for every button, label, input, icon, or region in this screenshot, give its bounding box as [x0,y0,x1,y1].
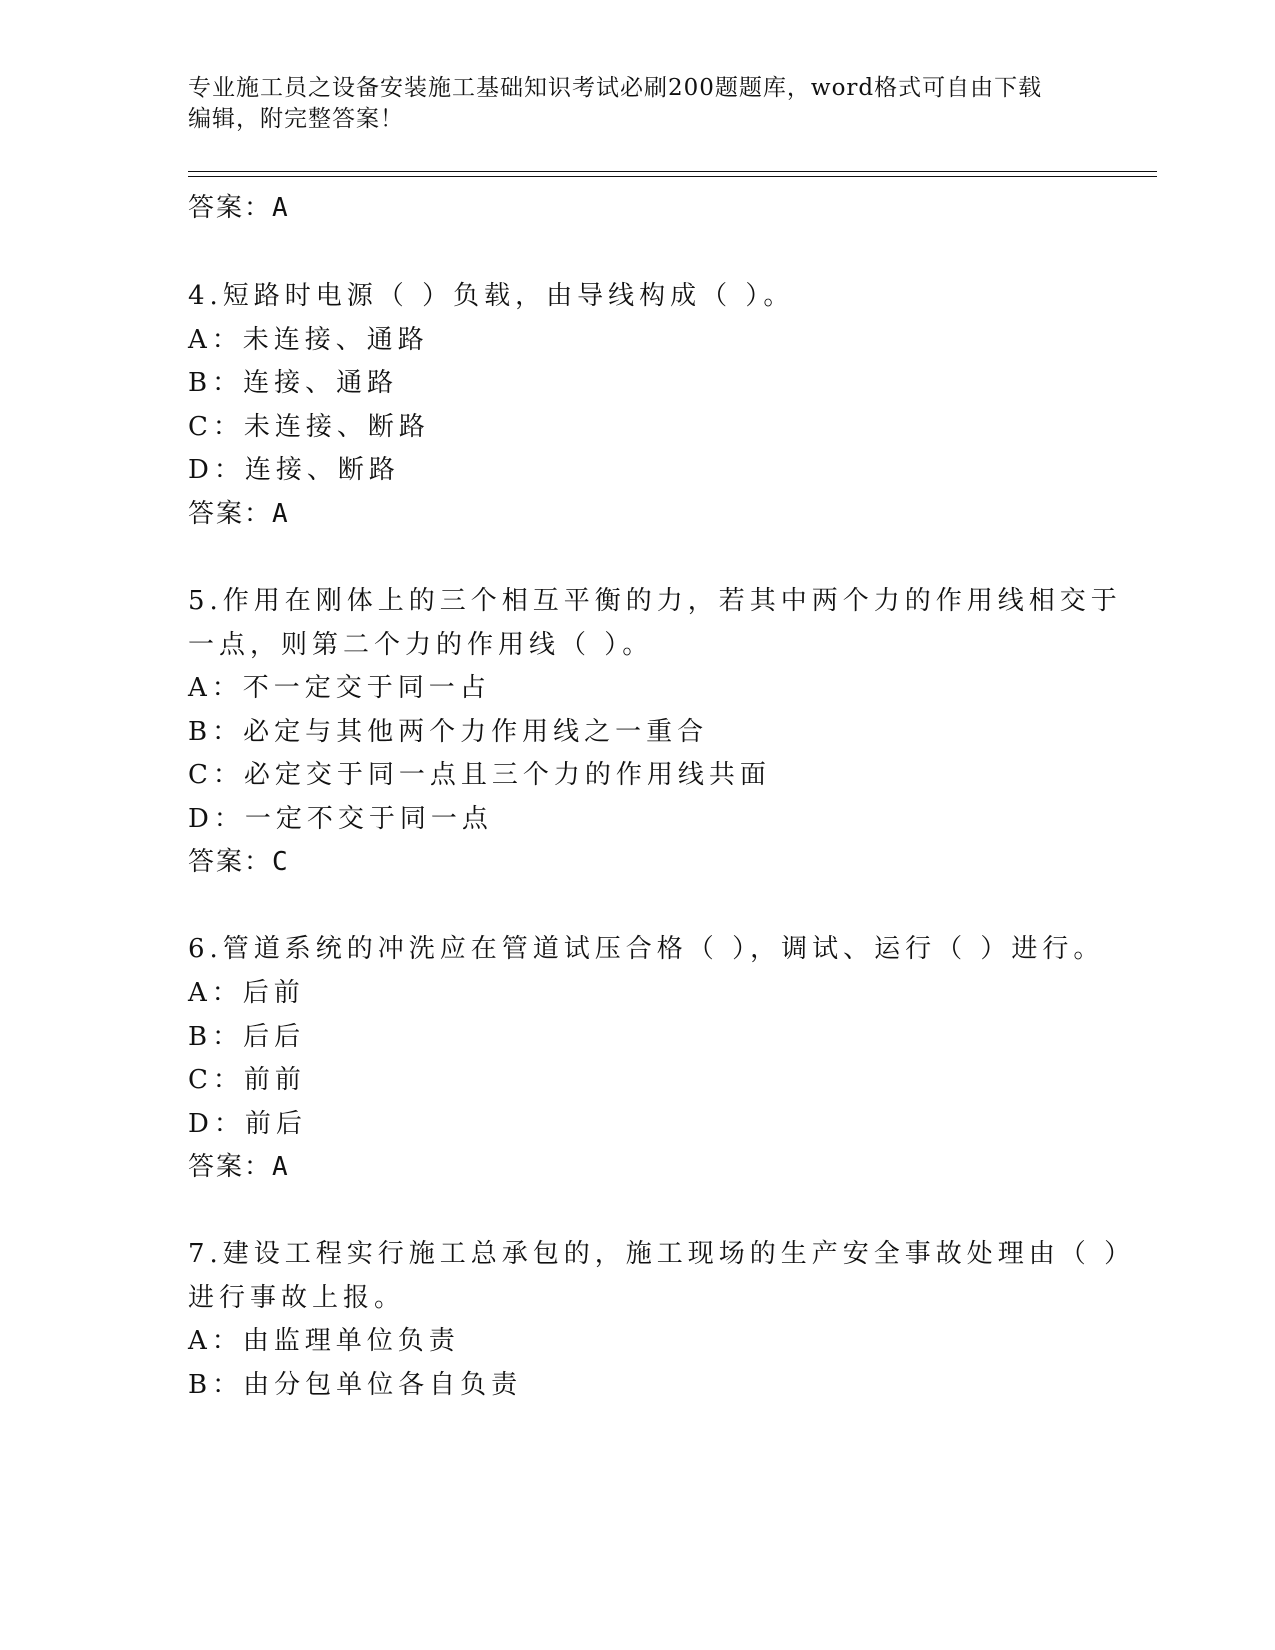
answer-label: 答案： [188,193,273,223]
answer-line [188,190,290,226]
answer-value: A [272,499,290,529]
answer-value: A [272,193,290,223]
option-a: A：由监理单位负责 [188,1326,460,1356]
answer-label: 答案： [188,847,273,877]
option-b: B：必定与其他两个力作用线之一重合 [188,717,709,747]
option-d: D：连接、断路 [188,455,400,485]
answer-value: A [272,1152,290,1182]
option-a: A：后前 [188,978,305,1008]
option-b: B：连接、通路 [188,368,399,398]
question-text-continued: 进行事故上报。 [188,1283,406,1313]
question-text: 4.短路时电源（ ）负载，由导线构成（ ）。 [188,281,795,311]
header-title-line-2: 编辑，附完整答案！ [188,106,404,132]
answer-line [188,496,290,532]
question-text: 5.作用在刚体上的三个相互平衡的力，若其中两个力的作用线相交于 [188,586,1122,616]
answer-line [188,844,290,880]
answer-value: C [272,847,290,877]
question-text: 6.管道系统的冲洗应在管道试压合格（ ），调试、运行（ ）进行。 [188,934,1105,964]
question-text: 7.建设工程实行施工总承包的，施工现场的生产安全事故处理由（ ） [188,1239,1136,1269]
option-c: C：前前 [188,1065,306,1095]
header-title-line-1: 专业施工员之设备安装施工基础知识考试必刷200题题库，word格式可自由下载 [188,75,1043,101]
option-a: A：未连接、通路 [188,325,429,355]
option-b: B：由分包单位各自负责 [188,1370,523,1400]
header-rule-top [188,171,1157,172]
answer-label: 答案： [188,1152,273,1182]
option-d: D：前后 [188,1109,307,1139]
answer-line [188,1149,290,1185]
option-a: A：不一定交于同一占 [188,673,491,703]
option-d: D：一定不交于同一点 [188,804,493,834]
option-b: B：后后 [188,1022,306,1052]
answer-label: 答案： [188,499,273,529]
option-c: C：必定交于同一点且三个力的作用线共面 [188,760,771,790]
header-rule-bottom [188,176,1157,177]
question-text-continued: 一点，则第二个力的作用线（ ）。 [188,630,654,660]
option-c: C：未连接、断路 [188,412,430,442]
